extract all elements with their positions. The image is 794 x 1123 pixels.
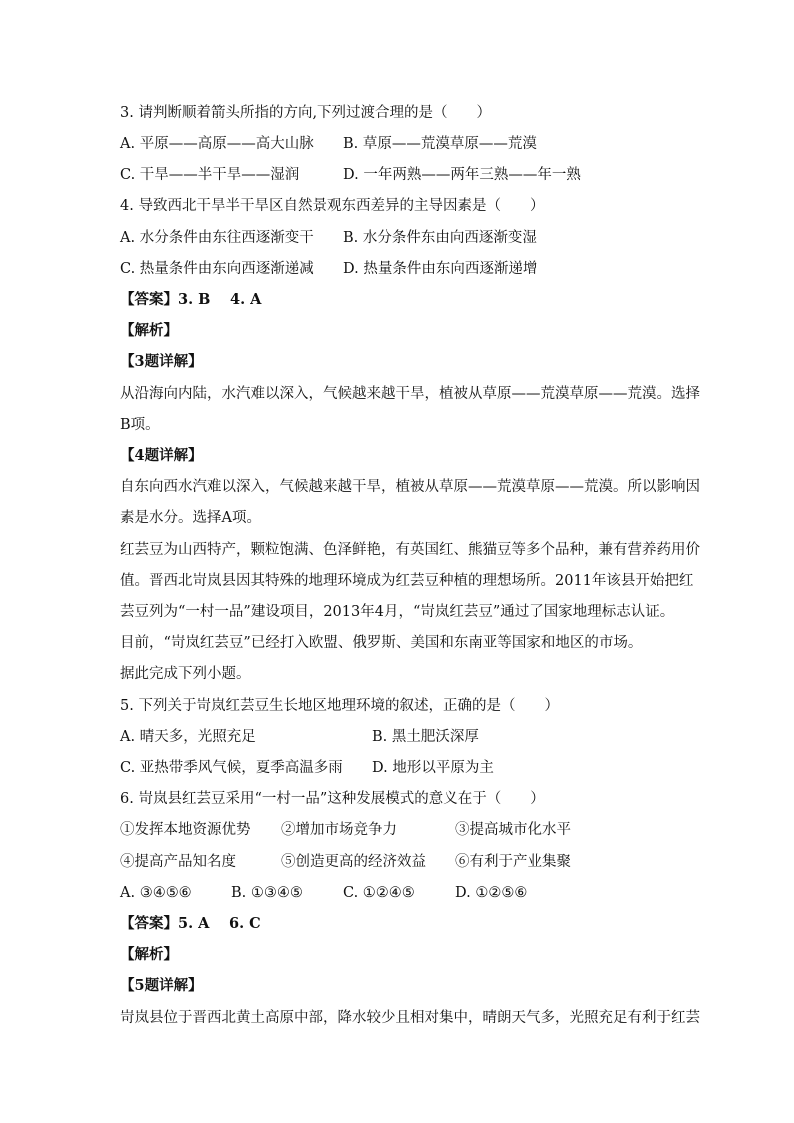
q4-option-a: A. 水分条件由东往西逐渐变干 (120, 230, 314, 246)
q4-option-c: C. 热量条件由东向西逐渐递减 (120, 261, 314, 277)
q3-option-c: C. 干旱——半干旱——湿润 (120, 167, 300, 183)
detail-5-heading: 【5题详解】 (120, 977, 203, 994)
q5-stem: 5. 下列关于岢岚红芸豆生长地区地理环境的叙述，正确的是（ ） (120, 698, 559, 714)
q6-item-3: ③提高城市化水平 (455, 822, 571, 838)
q3-stem: 3. 请判断顺着箭头所指的方向,下列过渡合理的是（ ） (120, 105, 492, 121)
q6-item-6: ⑥有利于产业集聚 (455, 854, 571, 870)
answer-3-4: 【答案】3. B 4. A (120, 291, 262, 308)
analysis-heading-2: 【解析】 (120, 946, 178, 963)
q5-option-b: B. 黑土肥沃深厚 (372, 729, 479, 745)
q6-option-d: D. ①②⑤⑥ (455, 885, 528, 901)
q6-item-4: ④提高产品知名度 (120, 854, 236, 870)
detail-3-heading: 【3题详解】 (120, 353, 203, 370)
q5-option-c: C. 亚热带季风气候，夏季高温多雨 (120, 760, 343, 776)
q4-option-b: B. 水分条件东由向西逐渐变湿 (343, 230, 537, 246)
passage-line-2: 值。晋西北岢岚县因其特殊的地理环境成为红芸豆种植的理想场所。2011年该县开始把红 (120, 573, 694, 589)
q4-stem: 4. 导致西北干旱半干旱区自然景观东西差异的主导因素是（ ） (120, 198, 545, 214)
detail-5-line-1: 岢岚县位于晋西北黄土高原中部，降水较少且相对集中，晴朗天气多，光照充足有利于红芸 (120, 1010, 700, 1026)
q3-option-d: D. 一年两熟——两年三熟——年一熟 (343, 167, 581, 183)
q5-option-d: D. 地形以平原为主 (372, 760, 494, 776)
passage-line-4: 目前，“岢岚红芸豆”已经打入欧盟、俄罗斯、美国和东南亚等国家和地区的市场。 (120, 635, 643, 651)
answer-5-6: 【答案】5. A 6. C (120, 915, 261, 932)
q6-option-b: B. ①③④⑤ (231, 885, 303, 901)
detail-3-line-2: B项。 (120, 417, 160, 433)
detail-3-line-1: 从沿海向内陆，水汽难以深入，气候越来越干旱，植被从草原——荒漠草原——荒漠。选择 (120, 386, 700, 402)
q4-option-d: D. 热量条件由东向西逐渐递增 (343, 261, 538, 277)
q6-item-2: ②增加市场竞争力 (281, 822, 397, 838)
q6-option-a: A. ③④⑤⑥ (120, 885, 192, 901)
detail-4-line-1: 自东向西水汽难以深入，气候越来越干旱，植被从草原——荒漠草原——荒漠。所以影响因 (120, 479, 700, 495)
q6-item-1: ①发挥本地资源优势 (120, 822, 251, 838)
q3-option-b: B. 草原——荒漠草原——荒漠 (343, 136, 537, 152)
q5-option-a: A. 晴天多，光照充足 (120, 729, 256, 745)
passage-line-3: 芸豆列为“一村一品”建设项目，2013年4月，“岢岚红芸豆”通过了国家地理标志认证。 (120, 604, 675, 620)
passage-line-5: 据此完成下列小题。 (120, 666, 251, 682)
detail-4-heading: 【4题详解】 (120, 447, 203, 464)
q6-option-c: C. ①②④⑤ (343, 885, 415, 901)
detail-4-line-2: 素是水分。选择A项。 (120, 510, 261, 526)
passage-line-1: 红芸豆为山西特产，颗粒饱满、色泽鲜艳，有英国红、熊猫豆等多个品种，兼有营养药用价 (120, 542, 700, 558)
q3-option-a: A. 平原——高原——高大山脉 (120, 136, 314, 152)
q6-stem: 6. 岢岚县红芸豆采用“一村一品”这种发展模式的意义在于（ ） (120, 791, 545, 807)
q6-item-5: ⑤创造更高的经济效益 (281, 854, 426, 870)
analysis-heading-1: 【解析】 (120, 322, 178, 339)
